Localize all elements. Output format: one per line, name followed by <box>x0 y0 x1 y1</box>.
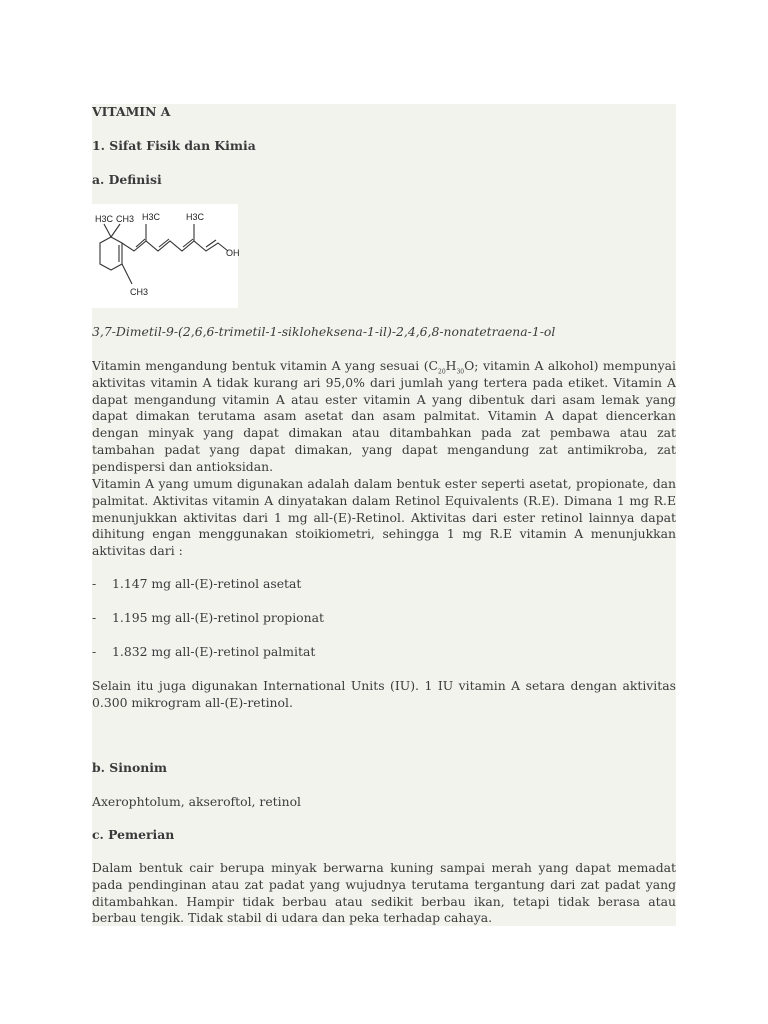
list-dash: - <box>92 576 97 591</box>
list-item <box>92 644 676 661</box>
p1-post: O; vitamin A alkohol) mempunyai aktivitas vitamin A tidak kurang ari 95,0% dari jumlah yang tertera pada etiket. Vitamin A dapat mengandung vitamin A atau ester vitamin A yang dibentuk dari asam lemak yang dapat dimakan terutama asam asetat dan asam palmitat. Vitamin A dapat diencerkan dengan minyak yang dapat dimakan atau ditambahkan pada zat pembawa atau zat tambahan padat yang dapat dimakan, yang dapat mengandung zat antimikroba, zat pendispersi dan antioksidan. <box>92 358 677 474</box>
struct-label-ch3-2: CH3 <box>130 287 149 297</box>
paragraph-definisi <box>92 358 676 476</box>
subheading-pemerian: c. Pemerian <box>92 827 175 842</box>
retinol-structure-image <box>92 204 238 308</box>
subheading-sinonim: b. Sinonim <box>92 760 168 775</box>
p1-mid: H <box>445 358 457 373</box>
list-dash: - <box>92 610 97 625</box>
p1-sub-c: 20 <box>438 368 446 376</box>
paragraph-sinonim: Axerophtolum, akseroftol, retinol <box>92 794 302 809</box>
struct-label-h3c-2: H3C <box>142 212 161 222</box>
list-item-text: 1.147 mg all-(E)-retinol asetat <box>112 576 302 591</box>
paragraph-pemerian: Dalam bentuk cair berupa minyak berwarna kuning sampai merah yang dapat memadat pada pendinginan atau zat padat yang wujudnya terutama tergantung dari zat padat yang ditambahkan. Hampir tidak berbau atau sedikit berbau ikan, tetapi tidak berasa atau berbau tengik. Tidak stabil di udara dan peka terhadap cahaya. <box>92 860 676 926</box>
iupac-name: 3,7-Dimetil-9-(2,6,6-trimetil-1-sikloheksena-1-il)-2,4,6,8-nonatetraena-1-ol <box>92 324 556 339</box>
p1-pre: Vitamin mengandung bentuk vitamin A yang sesuai (C <box>92 358 439 373</box>
struct-label-oh: OH <box>226 248 240 258</box>
struct-label-h3c-1: H3C <box>95 214 114 224</box>
paragraph-iu: Selain itu juga digunakan International Units (IU). 1 IU vitamin A setara dengan aktivitas 0.300 mikrogram all-(E)-retinol. <box>92 678 676 710</box>
subheading-definisi: a. Definisi <box>92 172 162 187</box>
list-item <box>92 610 676 627</box>
struct-label-ch3-1: CH3 <box>116 214 135 224</box>
document-page <box>92 104 676 926</box>
paragraph-aktivitas: Vitamin A yang umum digunakan adalah dalam bentuk ester seperti asetat, propionate, dan palmitat. Aktivitas vitamin A dinyatakan dalam Retinol Equivalents (R.E). Dimana 1 mg R.E menunjukkan aktivitas dari 1 mg all-(E)-Retinol. Aktivitas dari ester retinol lainnya dapat dihitung engan menggunakan stoikiometri, sehingga 1 mg R.E vitamin A menunjukkan aktivitas dari : <box>92 476 676 559</box>
p1-sub-h: 30 <box>456 368 465 376</box>
struct-label-h3c-3: H3C <box>186 212 205 222</box>
list-dash: - <box>92 644 97 659</box>
section-heading-1: 1. Sifat Fisik dan Kimia <box>92 138 256 153</box>
list-item-text: 1.195 mg all-(E)-retinol propionat <box>112 610 324 625</box>
list-item <box>92 576 676 593</box>
list-item-text: 1.832 mg all-(E)-retinol palmitat <box>112 644 316 659</box>
document-title: VITAMIN A <box>92 104 171 119</box>
